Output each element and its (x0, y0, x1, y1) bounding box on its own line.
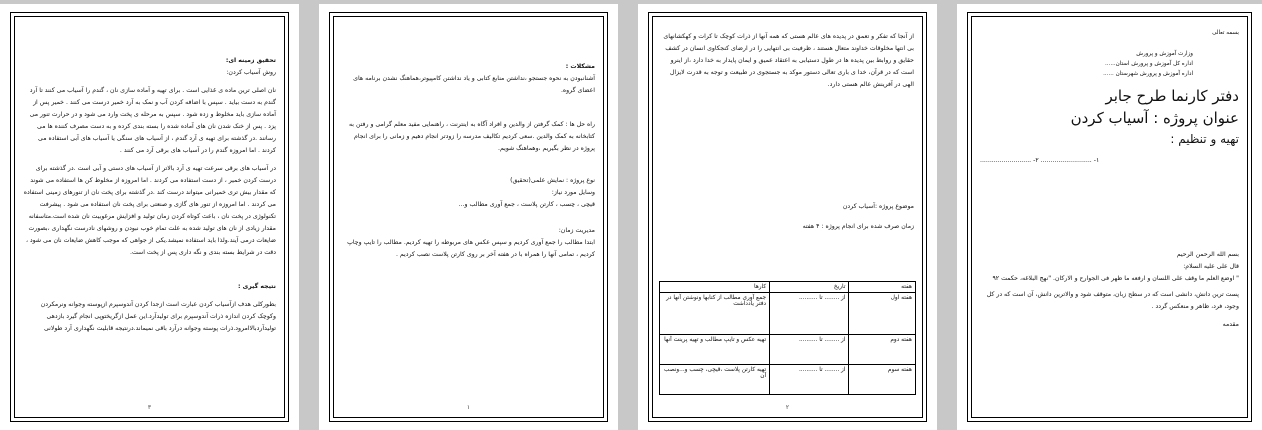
line-project-subject: موضوع پروژه :آسیاب کردن (842, 203, 914, 210)
line-tools-title: وسایل مورد نیاز: (551, 189, 595, 196)
quote-translation: پست ترین دانش، دانشی است که در سطح زبان، متوقف شود و والاترین دانش، آن است که در کل وجود، فرد، ظاهر و منعکس گردد . (986, 291, 1239, 310)
table-header-week: هفته (849, 282, 916, 293)
org-province: اداره کل آموزش و پرورش استان...... (1105, 61, 1193, 67)
quote-arabic: " اوضع العلم ما وقف علی اللسان و ارفعه ما ظهر فی الجوارح و الارکان. "نهج البلاغه، حکمت ۹۲ (992, 275, 1239, 282)
org-block (980, 49, 1239, 79)
page-number: ٢ (785, 404, 790, 411)
page-inner-border (14, 16, 285, 418)
heading-background-research: تحقیق زمینه ای: (225, 57, 276, 64)
cover-author-names: ۱- .......................... ۲- .......................... (980, 157, 1100, 164)
table-cell-tasks: تهیه عکس و تایپ مطالب و تهیه پرینت آنها (660, 335, 770, 365)
cover-prepared-by: تهیه و تنظیم : (1170, 132, 1239, 146)
paragraph-time-management: ابتدا مطالب را جمع آوری کردیم و سپس عکس های مربوطه را تهیه کردیم. مطالب را تایپ وچاپ کردیم ، تمامی آنها را همراه با در هفته آخر بر روی کارتن پلاست نصب کردیم . (347, 239, 595, 258)
table-header-date: تاریخ (770, 282, 849, 293)
table-row (660, 293, 916, 335)
heading-milling-method: روش آسیاب کردن: (226, 69, 276, 76)
table-cell-week: هفته دوم (849, 335, 916, 365)
table-cell-date: از ........ تا .......... (770, 365, 849, 395)
cover-project-title: عنوان پروژه : آسیاب کردن (1070, 109, 1239, 127)
line-time-spent: زمان صرف شده برای انجام پروژه : ۴ هفته (802, 223, 914, 230)
cover-content (980, 27, 1239, 337)
bismillah: بسم الله الرحمن الرحیم (1176, 251, 1239, 258)
paragraph-solutions: راه حل ها : کمک گرفتن از والدین و افراد آگاه به اینترنت ، راهنمایی مفید معلم گرامی و رفتن به کتابخانه به کمک والدین .سعی کردیم تکالیف مدرسه را زودتر انجام دهیم و زمانی را برای انجام پروژه در نظر بگیریم ،وهماهنگ شویم. (348, 121, 595, 152)
heading-problems: مشکلات : (565, 63, 595, 70)
paragraph-problems: آشنانبودن به نحوه جستجو ،نداشتن منابع کتابی و یاد نداشتن کامپیوتر،هماهنگ نشدن برنامه های اعضای گروه. (353, 75, 595, 94)
page-border (648, 12, 927, 422)
paragraph-milling-intro: نان اصلی ترین ماده ی غذایی است . برای تهیه و آماده سازی نان ، گندم را آسیاب می کنند تا آرد گندم به دست بیاید . سپس با اضافه کردن آب و نمک به آرد خمیر درست می کنند . خمیر پس از آماده سازی باید مخلوط و زده شود . سپس به مرحله ی پخت وارد می شود و در حرارت تنور می پزد . پس از خنک شدن نان های آماده شده را بسته بندی کرده و به دست مصرف کننده ها می رسانند .در گذشته برای تهیه ی آرد گندم ، از آسیاب های سنگی یا آسیاب های آبی استفاده می کردند . اما امروزه گندم را در آسیاب های برقی آرد می کنند . (29, 87, 276, 154)
table-header-tasks: کارها (660, 282, 770, 293)
page-number: ١ (466, 404, 471, 411)
table-cell-week: هفته اول (849, 293, 916, 335)
table-row (660, 365, 916, 395)
org-ministry: وزارت آموزش و پرورش (1136, 51, 1193, 57)
table-row (660, 335, 916, 365)
org-city: اداره آموزش و پرورش شهرستان ...... (1103, 71, 1193, 77)
table-cell-tasks: تهیه کارتن پلاست ،قیچی، چسب و...ونصب آن (660, 365, 770, 395)
quote-author: قال علی علیه السلام: (1183, 263, 1239, 270)
page-1-content (23, 55, 276, 341)
page-2-content (342, 61, 595, 267)
heading-conclusion: نتیجه گیری : (237, 283, 276, 290)
page-number: ٣ (147, 404, 152, 411)
document-page-cover (957, 4, 1262, 430)
page-inner-border (333, 16, 604, 418)
page-border (967, 12, 1252, 422)
document-page-3 (638, 4, 937, 430)
table-cell-week: هفته سوم (849, 365, 916, 395)
schedule-table (659, 281, 916, 395)
page-inner-border (971, 16, 1248, 418)
logo-text: بسمه تعالی (1212, 30, 1239, 36)
page-border (10, 12, 289, 422)
heading-time-management: مدیریت زمان: (558, 227, 595, 234)
paragraph-conclusion: بطورکلی هدف ازآسیاب کردن عبارت است ازجدا کردن آندوسپرم ازپوسته وجوانه ونرمکردن وکوچک کردن اندازه ذرات آندوسپرم برای تولیدآرد.این عمل ازگریختوپی انجام گیرد بازدهی تولیدآردبالاامرود.ذرات پوسته وجوانه درآرد باقی نمیماند.درنتیجه قابلیت نگهداری آرد طولانی (40, 301, 276, 332)
table-cell-date: از ........ تا .......... (770, 293, 849, 335)
table-cell-tasks: جمع آوری مطالب از کتابها ونوشتن آنها در دفتر یادداشت (660, 293, 770, 335)
paragraph-reflection: از آنجا که تفکر و تعمق در پدیده های عالم هستی که همه آنها از ذرات کوچک تا کرات و کهکشانهای بی انتها مخلوقات خداوند متعال هستند ، ظرفیت بی انتهایی را در ارضای کنجکاوی انسان در کشف حقایق و روابط بین پدیده ها در طول دستیابی به اعتقاد عمیق و ایمان پایدار به خدا دارد ،از اینرو است که در قرآن، خدا ی باری تعالی دستور موکد به جستجوی در طبیعت و توجه به قدرت لایزال الهی در آفرینش عالم هستی دارد. (663, 33, 914, 88)
page-border (329, 12, 608, 422)
document-page-1 (0, 4, 299, 430)
table-cell-date: از ........ تا .......... (770, 335, 849, 365)
line-project-type: نوع پروژه : نمایش علمی(تحقیق) (510, 177, 595, 184)
cover-title: دفتر کارنما طرح جابر (1105, 87, 1239, 105)
page-3-content (661, 31, 914, 239)
heading-introduction: مقدمه (1222, 321, 1239, 328)
line-tools-list: قیچی ، چسب ، کارتن پلاست ، جمع آوری مطالب و... (458, 201, 595, 208)
document-page-2 (319, 4, 618, 430)
table-header-row (660, 282, 916, 293)
page-inner-border (652, 16, 923, 418)
paragraph-milling-modern: در آسیاب های برقی سرعت تهیه ی آرد بالاتر از آسیاب های دستی و آبی است .در گذشته برای درست کردن خمیر ، از دست استفاده می کردند . اما امروزه از مخلوط کن ها استفاده می شوند که مقدار بیش تری خمیرانی میتواند درست کند .در گذشته برای پخت نان از تنورهای زمینی استفاده می کردند . اما امروزه از تنور های گازی و صنعتی برای پخت نان استفاده می شود . پیشرفت تکنولوژی در پخت نان ، باعث کوتاه کردن زمان تولید و افزایش مرغوبیت نان شده است.متاسفانه مقدار زیادی از نان های تولید شده به علت تمام خوب نبودن و روشهای نادرست نگهداری ،بصورت ضایعات درمی آیند.ولذا باید استفاده نمیشد.یکی از جواهی که موجب کاهش ضایعات نان می شود ، دقت در شرایط بسته بندی و نگه داری پس از پخت است. (23, 165, 276, 256)
